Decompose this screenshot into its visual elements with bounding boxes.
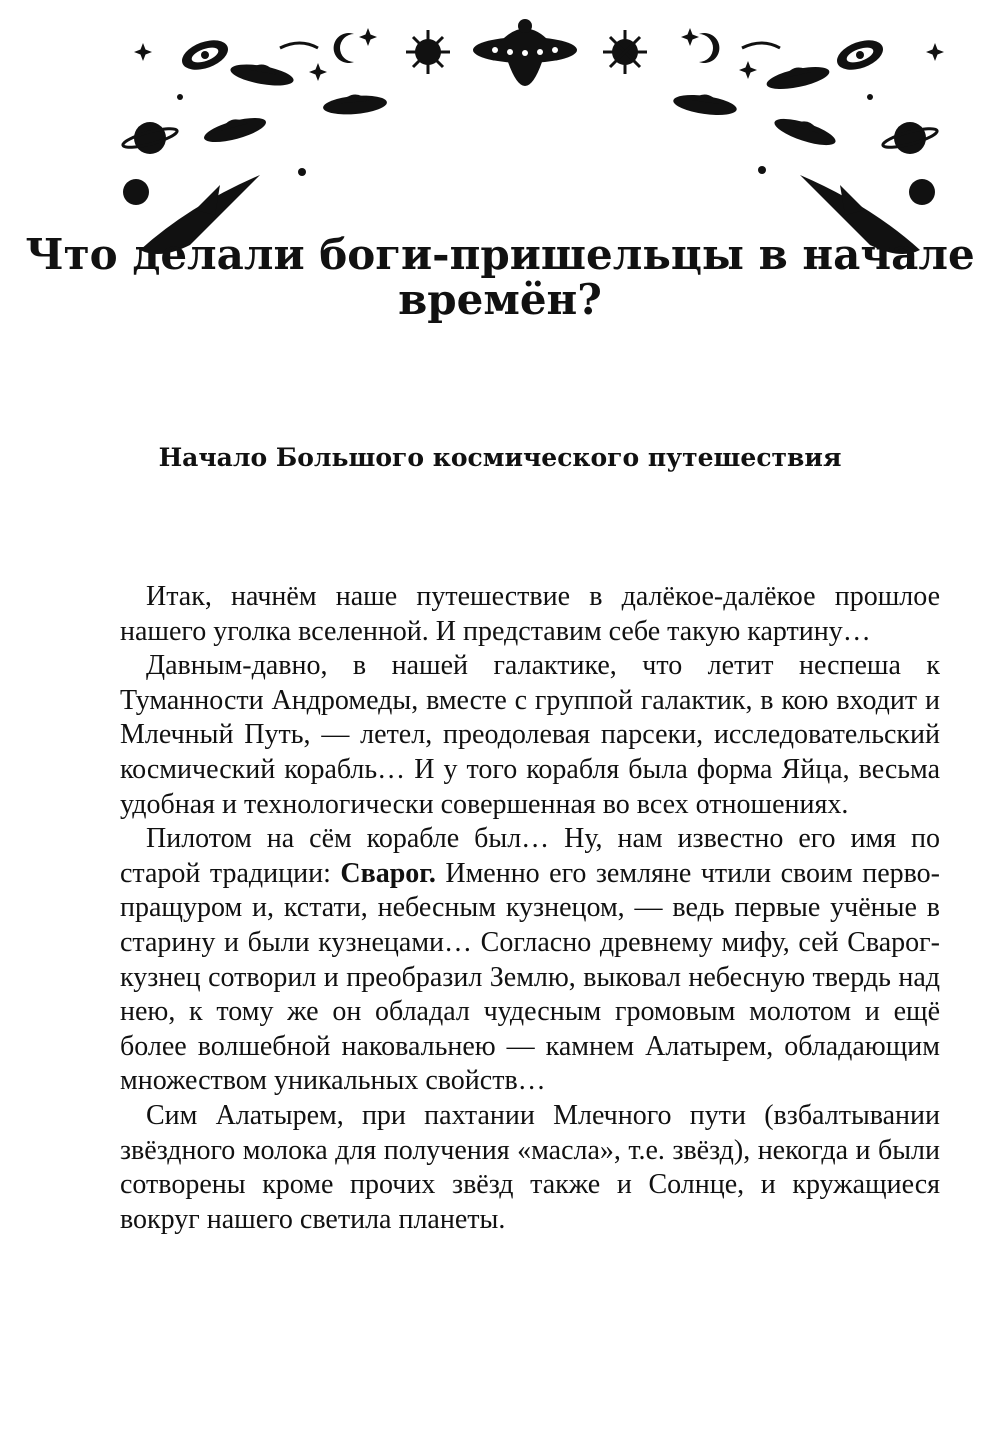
title-line: боги-пришельцы bbox=[319, 230, 744, 279]
central-ufo-icon bbox=[473, 19, 577, 86]
subtitle-line: Начало Большого bbox=[158, 443, 425, 472]
body-text bbox=[120, 580, 940, 1237]
paragraph: Сим Алатырем, при пахтании Млечного пути (взбалтывании звёздного молока для получения «масла», т.е. звёзд), некогда и были сотворены кроме прочих звёзд также и Солнце, и кружащиеся вокруг нашего светила планеты. bbox=[120, 1099, 940, 1235]
paragraph bbox=[120, 822, 940, 1099]
paragraph-text: Именно его земляне чтили своим перво-пращуром и, кстати, небесным кузнецом, — ведь первые учёные в старину и были кузнецами… Согласно древнему мифу, сей Сварог-кузнец сотворил и преобразил Землю, выковал небесную твердь над нею, к тому же он обладал чудесным громовым молотом и ещё более волшебной наковальнею — камнем Алатырем, обладающим множеством уникальных свойств… bbox=[120, 857, 940, 1097]
subtitle-line: космического путешествия bbox=[432, 443, 842, 472]
section-subtitle bbox=[0, 440, 1000, 476]
bold-name: Сварог. bbox=[340, 857, 436, 889]
paragraph: Давным-давно, в нашей галактике, что летит неспешa к Туманности Андромеды, вместе с группой галактик, в кою входит и Млечный Путь, — летел, преодолевая парсеки, исследовательский космический корабль… И у того корабля была форма Яйца, весьма удобная и технологически совершенная во всех отношениях. bbox=[120, 650, 940, 820]
paragraph-text: Пилотом на сём корабле был… Ну, нам известно его имя по старой традиции: bbox=[120, 823, 940, 889]
paragraph: Итак, начнём наше путешествие в далёкое-далёкое прошлое нашего уголка вселенной. И представим себе такую картину… bbox=[120, 581, 940, 647]
chapter-title bbox=[0, 232, 1000, 322]
title-line: Что делали bbox=[25, 230, 305, 279]
title-line: в начале времён? bbox=[398, 230, 975, 324]
